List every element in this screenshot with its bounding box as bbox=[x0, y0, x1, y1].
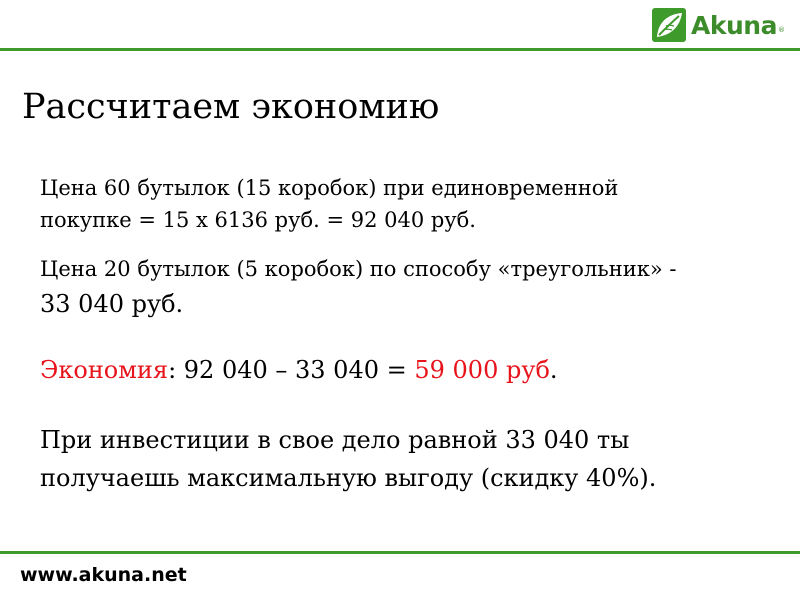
investment-line-1: При инвестиции в свое дело равной 33 040 ты bbox=[40, 426, 630, 454]
footer-url: www.akuna.net bbox=[20, 564, 187, 586]
logo-wordmark: Akuna bbox=[691, 10, 777, 40]
leaf-logo-icon bbox=[652, 8, 686, 42]
spacer bbox=[40, 236, 785, 253]
savings-label: Экономия bbox=[40, 356, 169, 384]
registered-mark: ® bbox=[777, 26, 785, 34]
investment-line-2: получаешь максимальную выгоду (скидку 40%). bbox=[40, 464, 657, 492]
akuna-logo bbox=[652, 7, 785, 43]
footer-divider bbox=[0, 551, 800, 554]
savings-formula: : 92 040 – 33 040 = bbox=[168, 356, 415, 384]
savings-value: 59 000 руб bbox=[414, 356, 550, 384]
slide-title: Рассчитаем экономию bbox=[22, 87, 440, 127]
spacer bbox=[40, 389, 785, 421]
price-20-line-1: Цена 20 бутылок (5 коробок) по способу «треугольник» - bbox=[40, 257, 677, 281]
slide-content bbox=[40, 172, 785, 497]
price-60-line-1: Цена 60 бутылок (15 коробок) при единовременной bbox=[40, 176, 619, 200]
savings-period: . bbox=[549, 356, 558, 384]
spacer bbox=[40, 323, 785, 351]
header-divider bbox=[0, 48, 800, 51]
price-60-line-2: покупке = 15 х 6136 руб. = 92 040 руб. bbox=[40, 208, 476, 232]
savings-line bbox=[40, 351, 785, 389]
price-20-line-2: 33 040 руб. bbox=[40, 290, 184, 318]
